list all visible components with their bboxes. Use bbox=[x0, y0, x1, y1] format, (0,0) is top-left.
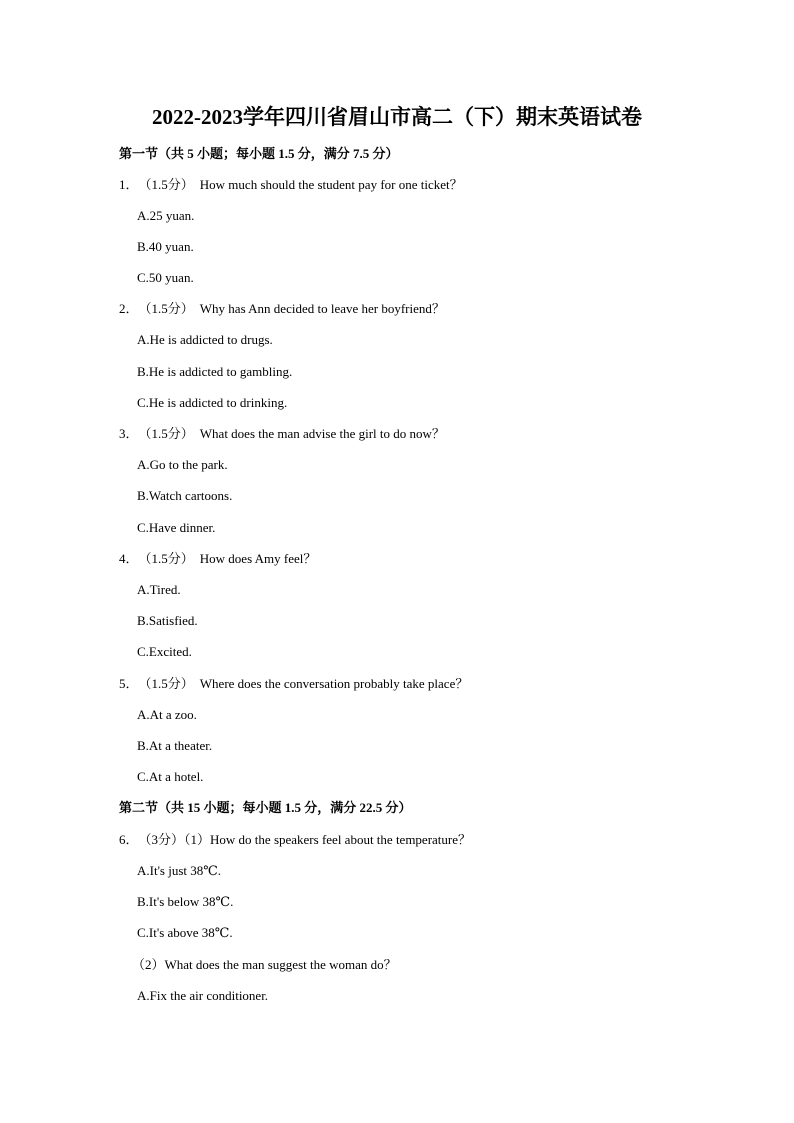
question-number: 5． bbox=[119, 676, 139, 691]
question-1 bbox=[119, 175, 463, 195]
question-number: 3． bbox=[119, 426, 139, 441]
question-number: 2． bbox=[119, 301, 139, 316]
option-c: C.Have dinner. bbox=[137, 520, 216, 535]
option-b: B.Watch cartoons. bbox=[137, 488, 233, 503]
option-c: C.50 yuan. bbox=[137, 270, 194, 285]
option-c: C.He is addicted to drinking. bbox=[137, 395, 288, 410]
option-b: B.At a theater. bbox=[137, 738, 213, 753]
page-title: 2022-2023学年四川省眉山市高二（下）期末英语试卷 bbox=[152, 105, 642, 129]
question-score: （1.5分） bbox=[138, 551, 194, 566]
option-a: A.Fix the air conditioner. bbox=[137, 988, 269, 1003]
question-text: How much should the student pay for one ticket？ bbox=[199, 177, 463, 192]
question-score: （3分） bbox=[138, 832, 185, 847]
question-text: （1）How do the speakers feel about the temperature？ bbox=[184, 832, 472, 847]
option-a: A.Tired. bbox=[137, 582, 181, 597]
sub-question-2: （2）What does the man suggest the woman do？ bbox=[132, 957, 397, 972]
section-heading-1: 第一节（共 5 小题；每小题 1.5 分，满分 7.5 分） bbox=[119, 146, 399, 161]
question-3 bbox=[119, 424, 445, 444]
question-text: Why has Ann decided to leave her boyfriend？ bbox=[199, 301, 445, 316]
question-2 bbox=[119, 299, 445, 319]
question-text: How does Amy feel？ bbox=[199, 551, 317, 566]
section-heading-2: 第二节（共 15 小题；每小题 1.5 分，满分 22.5 分） bbox=[119, 800, 412, 815]
option-a: A.It's just 38℃. bbox=[137, 863, 222, 878]
question-score: （1.5分） bbox=[138, 301, 194, 316]
option-b: B.It's below 38℃. bbox=[137, 894, 234, 909]
question-6 bbox=[119, 830, 471, 850]
question-4 bbox=[119, 549, 316, 569]
option-a: A.25 yuan. bbox=[137, 208, 195, 223]
option-c: C.At a hotel. bbox=[137, 769, 204, 784]
question-score: （1.5分） bbox=[138, 676, 194, 691]
question-score: （1.5分） bbox=[138, 426, 194, 441]
option-c: C.It's above 38℃. bbox=[137, 925, 233, 940]
question-number: 4． bbox=[119, 551, 139, 566]
option-a: A.He is addicted to drugs. bbox=[137, 332, 273, 347]
option-b: B.40 yuan. bbox=[137, 239, 194, 254]
question-text: What does the man advise the girl to do now？ bbox=[199, 426, 445, 441]
option-a: A.At a zoo. bbox=[137, 707, 197, 722]
option-c: C.Excited. bbox=[137, 644, 192, 659]
option-b: B.He is addicted to gambling. bbox=[137, 364, 293, 379]
question-number: 1． bbox=[119, 177, 139, 192]
option-a: A.Go to the park. bbox=[137, 457, 228, 472]
question-text: Where does the conversation probably take place？ bbox=[199, 676, 469, 691]
question-number: 6． bbox=[119, 832, 139, 847]
question-5 bbox=[119, 674, 468, 694]
option-b: B.Satisfied. bbox=[137, 613, 198, 628]
question-score: （1.5分） bbox=[138, 177, 194, 192]
